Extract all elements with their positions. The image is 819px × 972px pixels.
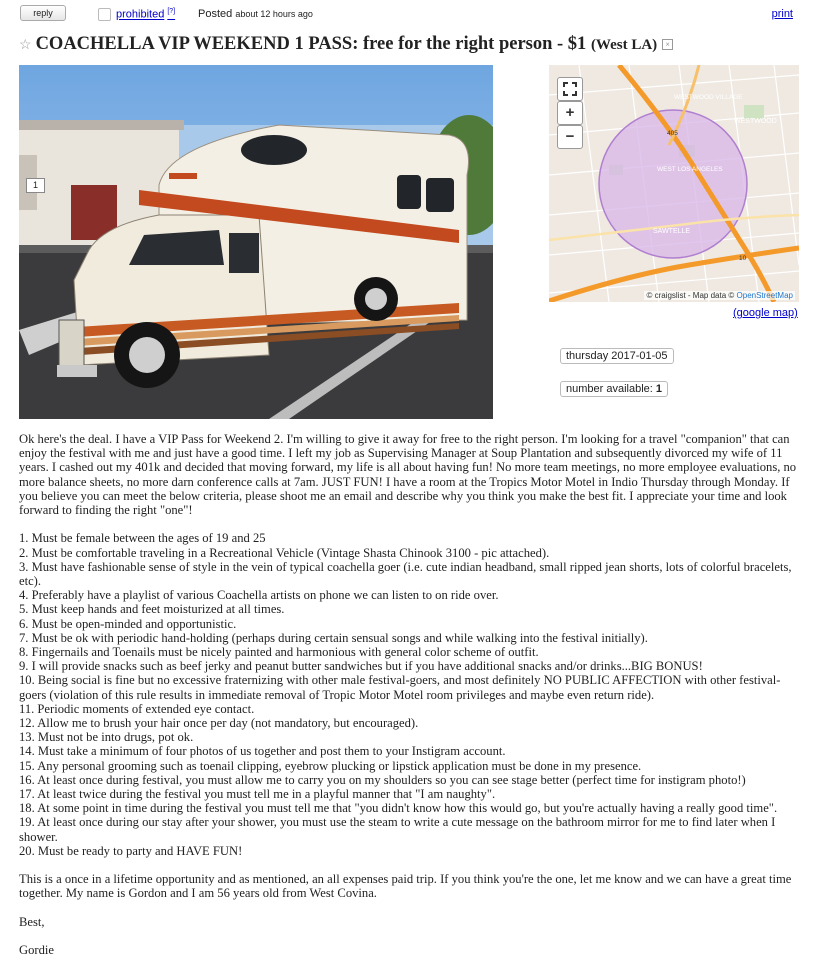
map-label-westwood: WESTWOOD — [734, 118, 777, 125]
body-intro: Ok here's the deal. I have a VIP Pass for Weekend 2. I'm willing to give it away for free to the right person. I'm looking for a travel "companion" that can enjoy the festival with me and just have a good time. I left my job as Supervising Manager at Soup Plantation and subsequently divorced my wife of 11 years. I cashed out my 401k and decided that moving forward, my life is all about having fun! No more team meetings, no more employee evaluations, no more balance sheets, no more darn conference calls at 7am. JUST FUN! I have a room at the Tropics Motor Motel in Indio Thursday through Monday. If you believe you can meet the below criteria, please shoot me an email and describe why you think you make the best fit. I appreciate your time and look forward to finding the right "one"! — [19, 432, 797, 518]
list-item: 12. Allow me to brush your hair once per day (not mandatory, but encouraged). — [19, 716, 419, 731]
map-canvas[interactable] — [549, 65, 799, 302]
map-label-sawtelle: SAWTELLE — [653, 228, 691, 235]
list-item: 16. At least once during festival, you must allow me to carry you on my shoulders so you can see stage better (perfect time for instigram photo!) — [19, 772, 746, 787]
criteria-list — [19, 531, 799, 858]
reply-button[interactable]: reply — [20, 5, 66, 21]
posting-map[interactable] — [549, 65, 799, 302]
posting-location: (West LA) — [590, 37, 658, 53]
list-item: 14. Must take a minimum of four photos of us together and post them to your Instigram account. — [19, 744, 506, 759]
posting-title-text: COACHELLA VIP WEEKEND 1 PASS: free for the right person - $1 — [35, 34, 587, 54]
map-label-westwood-village: WESTWOOD VILLAGE — [674, 94, 743, 101]
google-map-link[interactable]: (google map) — [733, 307, 798, 319]
posting-body — [19, 432, 799, 972]
posted-time: about 12 hours ago — [235, 9, 313, 19]
flag-prohibited-checkbox[interactable] — [98, 8, 111, 21]
list-item: 6. Must be open-minded and opportunistic. — [19, 616, 237, 631]
prohibited-link[interactable] — [116, 8, 175, 21]
list-item: 9. I will provide snacks such as beef jerky and peanut butter sandwiches but if you have additional snacks and/or drinks...BIG BONUS! — [19, 659, 703, 674]
star-icon[interactable]: ☆ — [19, 38, 32, 53]
map-attribution — [644, 291, 795, 300]
list-item: 3. Must have fashionable sense of style in the vein of typical coachella goer (i.e. cute indian headband, small ripped jean shorts, lots of colorful bracelets, etc). — [19, 559, 792, 589]
list-item: 11. Periodic moments of extended eye contact. — [19, 701, 255, 716]
posting-date-attr — [560, 348, 674, 364]
rv-photo — [19, 65, 493, 419]
posting-title — [19, 34, 673, 55]
number-available-label: number available: — [566, 383, 653, 395]
number-available-attr — [560, 381, 668, 397]
close-box-icon[interactable]: × — [662, 39, 673, 50]
list-item: 10. Being social is fine but no excessive fraternizing with other male festival-goers, and most definitely NO PUBLIC AFFECTION with other festival-goers (violation of this rule results in immediate removal of Tropic Motor Motel room privileges and maybe even return ride). — [19, 673, 781, 702]
map-attribution-text: © craigslist - Map data © — [646, 291, 735, 300]
image-index-badge: 1 — [26, 178, 45, 193]
map-label-west-los-angeles: WEST LOS ANGELES — [657, 166, 723, 173]
list-item: 15. Any personal grooming such as toenail clipping, eyebrow plucking or lipstick application must be done in my presence. — [19, 758, 642, 773]
zoom-out-button[interactable]: − — [557, 125, 583, 149]
number-available-value: 1 — [655, 383, 663, 395]
posted-info — [198, 8, 313, 20]
list-item: 17. At least twice during the festival you must tell me in a playful manner that "I am naughty". — [19, 787, 496, 802]
body-signoff: Best, — [19, 914, 45, 929]
posting-toolbar — [0, 0, 819, 28]
list-item: 2. Must be comfortable traveling in a Recreational Vehicle (Vintage Shasta Chinook 3100 - pic attached). — [19, 545, 550, 560]
list-item: 13. Must not be into drugs, pot ok. — [19, 730, 194, 745]
zoom-in-button[interactable]: + — [557, 101, 583, 125]
list-item: 19. At least once during our stay after your shower, you must use the steam to write a cute message on the bathroom mirror for me to find later when I shower. — [19, 815, 776, 844]
body-closing: This is a once in a lifetime opportunity and as mentioned, an all expenses paid trip. If you think you're the one, let me know and we can have a great time together. My name is Gordon and I am 56 years old from West Covina. — [19, 872, 792, 901]
openstreetmap-link[interactable]: OpenStreetMap — [736, 291, 793, 300]
list-item: 1. Must be female between the ages of 19 and 25 — [19, 531, 266, 546]
list-item: 20. Must be ready to party and HAVE FUN! — [19, 843, 243, 858]
body-signature: Gordie — [19, 943, 54, 958]
map-label-405: 405 — [667, 130, 678, 137]
prohibited-label[interactable]: prohibited — [116, 8, 165, 21]
map-label-10: 10 — [739, 255, 747, 262]
posting-image[interactable] — [19, 65, 493, 419]
list-item: 18. At some point in time during the festival you must tell me that "you didn't know how this would go, but you're actually having a really good time". — [19, 801, 778, 816]
prohibited-help-link[interactable]: [?] — [167, 8, 176, 15]
fullscreen-icon[interactable] — [557, 77, 583, 101]
posting-date: thursday 2017-01-05 — [566, 350, 668, 362]
list-item: 7. Must be ok with periodic hand-holding (perhaps during certain sensual songs and while walking into the festival initially). — [19, 630, 648, 645]
print-link[interactable]: print — [771, 8, 793, 20]
list-item: 8. Fingernails and Toenails must be nicely painted and harmonious with general color scheme of outfit. — [19, 645, 539, 660]
posted-label: Posted — [198, 8, 233, 20]
list-item: 4. Preferably have a playlist of various Coachella artists on phone we can listen to on ride over. — [19, 588, 499, 603]
list-item: 5. Must keep hands and feet moisturized at all times. — [19, 602, 285, 617]
